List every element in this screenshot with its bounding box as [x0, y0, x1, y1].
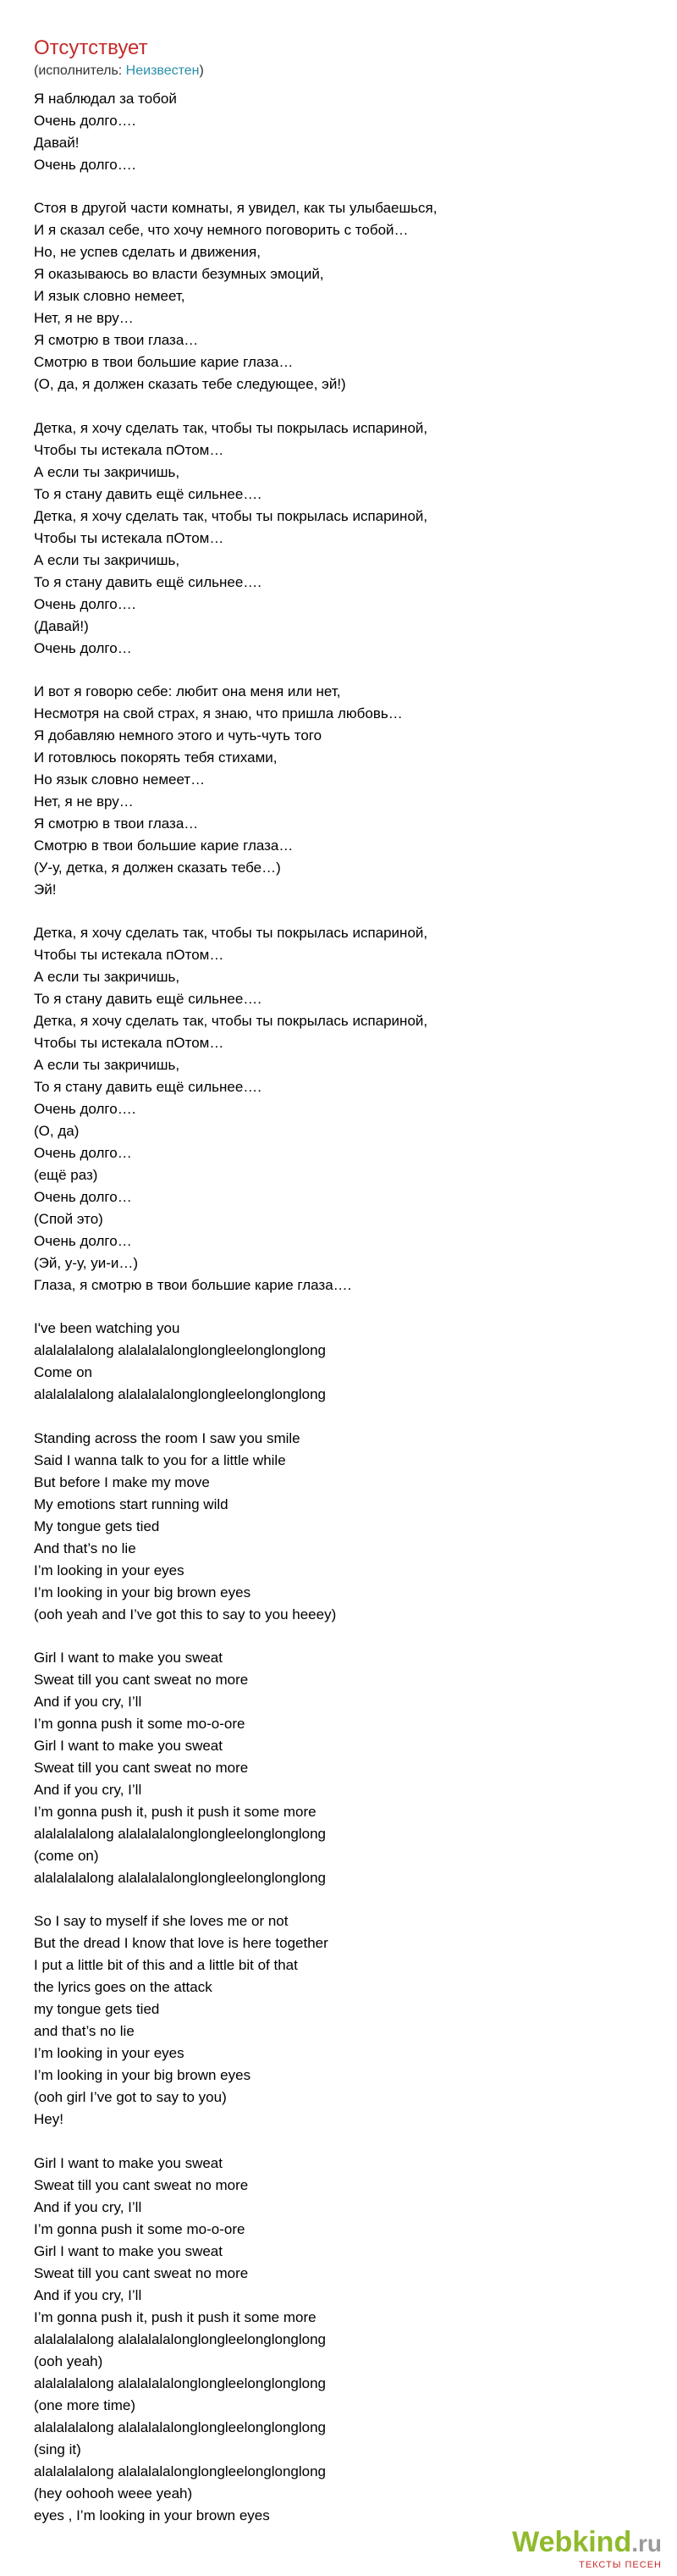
- lyrics-line: (У-у, детка, я должен сказать тебе…): [34, 859, 281, 876]
- lyrics-line: Давай!: [34, 135, 80, 151]
- lyrics-line: Sweat till you cant sweat no more: [34, 2264, 249, 2281]
- lyrics-line: Детка, я хочу сделать так, чтобы ты покрылась испариной,: [34, 419, 428, 436]
- logo-tld: .ru: [631, 2530, 662, 2557]
- lyrics-line: I put a little bit of this and a little bit of that: [34, 1957, 298, 1974]
- lyrics-line: То я стану давить ещё сильнее….: [34, 573, 262, 590]
- lyrics-line: my tongue gets tied: [34, 2001, 160, 2018]
- lyrics-line: Очень долго…: [34, 639, 132, 656]
- lyrics-line: Детка, я хочу сделать так, чтобы ты покрылась испариной,: [34, 507, 428, 524]
- lyrics-line: (Давай!): [34, 617, 89, 634]
- lyrics-line: Girl I want to make you sweat: [34, 1650, 223, 1667]
- logo-wordmark: [512, 2525, 662, 2561]
- lyrics-line: And if you cry, I’ll: [34, 2198, 142, 2215]
- lyrics-line: Girl I want to make you sweat: [34, 2154, 223, 2171]
- lyrics-line: Стоя в другой части комнаты, я увидел, как ты улыбаешься,: [34, 200, 438, 217]
- lyrics-line: Очень долго…: [34, 1189, 132, 1206]
- lyrics-line: (ещё раз): [34, 1167, 98, 1184]
- lyrics-line: I’m gonna push it some mo-o-ore: [34, 2220, 245, 2237]
- lyrics-line: Я оказываюсь во власти безумных эмоций,: [34, 266, 324, 283]
- lyrics-line: I’m looking in your eyes: [34, 1562, 184, 1578]
- lyrics-line: И вот я говорю себе: любит она меня или нет,: [34, 683, 341, 699]
- lyrics-line: I’m gonna push it some mo-o-ore: [34, 1716, 245, 1733]
- lyrics-line: And if you cry, I’ll: [34, 2286, 142, 2303]
- lyrics-body: [34, 88, 643, 2548]
- lyrics-line: (Эй, у-у, уи-и…): [34, 1255, 139, 1272]
- lyrics-line: Глаза, я смотрю в твои большие карие глаза….: [34, 1277, 352, 1294]
- lyrics-line: Я смотрю в твои глаза…: [34, 332, 199, 349]
- lyrics-line: И я сказал себе, что хочу немного поговорить с тобой…: [34, 222, 409, 239]
- lyrics-line: Я добавляю немного этого и чуть-чуть того: [34, 727, 322, 744]
- lyrics-line: I've been watching you: [34, 1320, 180, 1337]
- lyrics-line: I’m looking in your big brown eyes: [34, 2067, 251, 2084]
- lyrics-line: alalalalalong alalalalalonglongleelonglonglong: [34, 1870, 327, 1887]
- lyrics-line: И готовлюсь покорять тебя стихами,: [34, 749, 278, 766]
- lyrics-line: alalalalalong alalalalalonglongleelonglonglong: [34, 2463, 327, 2479]
- lyrics-line: (one more time): [34, 2396, 135, 2413]
- logo-tagline: ТЕКСТЫ ПЕСЕН: [579, 2560, 662, 2570]
- lyrics-line: А если ты закричишь,: [34, 1057, 180, 1074]
- lyrics-line: But the dread I know that love is here together: [34, 1935, 328, 1952]
- lyrics-line: Чтобы ты истекала пОтом…: [34, 441, 224, 458]
- lyrics-line: eyes , I’m looking in your brown eyes: [34, 2507, 270, 2523]
- lyrics-line: Очень долго….: [34, 1101, 136, 1118]
- lyrics-line: I’m looking in your big brown eyes: [34, 1584, 251, 1600]
- lyrics-line: Детка, я хочу сделать так, чтобы ты покрылась испариной,: [34, 925, 428, 942]
- lyrics-line: Очень долго….: [34, 595, 136, 612]
- lyrics-line: My tongue gets tied: [34, 1517, 160, 1534]
- lyrics-line: Чтобы ты истекала пОтом…: [34, 529, 224, 546]
- lyrics-line: А если ты закричишь,: [34, 463, 180, 480]
- lyrics-line: Несмотря на свой страх, я знаю, что пришла любовь…: [34, 705, 403, 721]
- lyrics-line: Эй!: [34, 881, 57, 898]
- lyrics-line: alalalalalong alalalalalonglongleelonglonglong: [34, 1386, 327, 1403]
- webkind-logo[interactable]: [509, 2525, 662, 2576]
- lyrics-line: А если ты закричишь,: [34, 551, 180, 568]
- lyrics-line: Смотрю в твои большие карие глаза…: [34, 837, 294, 854]
- lyrics-line: And if you cry, I’ll: [34, 1694, 142, 1711]
- lyrics-line: Sweat till you cant sweat no more: [34, 1672, 249, 1689]
- lyrics-stanza: [34, 2153, 643, 2527]
- song-header: [34, 36, 204, 80]
- lyrics-line: I’m gonna push it, push it push it some more: [34, 1804, 316, 1821]
- lyrics-line: alalalalalong alalalalalonglongleelonglonglong: [34, 2418, 327, 2435]
- lyrics-line: alalalalalong alalalalalonglongleelonglonglong: [34, 1342, 327, 1359]
- lyrics-line: (Спой это): [34, 1211, 103, 1228]
- lyrics-line: But before I make my move: [34, 1473, 210, 1490]
- lyrics-stanza: [34, 1647, 643, 1889]
- song-title: Отсутствует: [34, 36, 148, 59]
- lyrics-line: То я стану давить ещё сильнее….: [34, 1079, 262, 1096]
- lyrics-line: alalalalalong alalalalalonglongleelonglonglong: [34, 2330, 327, 2347]
- lyrics-line: (sing it): [34, 2441, 81, 2457]
- lyrics-line: (О, да, я должен сказать тебе следующее, эй!): [34, 376, 346, 393]
- lyrics-line: alalalalalong alalalalalonglongleelonglonglong: [34, 2374, 327, 2391]
- artist-suffix: ): [199, 64, 204, 78]
- lyrics-line: (ooh yeah): [34, 2352, 103, 2369]
- lyrics-line: А если ты закричишь,: [34, 969, 180, 986]
- lyrics-line: and that’s no lie: [34, 2023, 135, 2040]
- lyrics-line: То я стану давить ещё сильнее….: [34, 485, 262, 502]
- lyrics-stanza: [34, 1910, 643, 2131]
- lyrics-line: (ooh girl I’ve got to say to you): [34, 2089, 227, 2106]
- artist-line: [34, 63, 204, 80]
- artist-link[interactable]: Неизвестен: [125, 64, 200, 78]
- lyrics-line: Нет, я не вру…: [34, 310, 134, 327]
- lyrics-stanza: [34, 922, 643, 1296]
- lyrics-line: Но, не успев сделать и движения,: [34, 244, 261, 261]
- lyrics-line: Детка, я хочу сделать так, чтобы ты покрылась испариной,: [34, 1013, 428, 1030]
- lyrics-line: Я наблюдал за тобой: [34, 91, 177, 107]
- lyrics-line: Очень долго…: [34, 1145, 132, 1162]
- lyrics-line: Girl I want to make you sweat: [34, 2242, 223, 2259]
- artist-prefix: (исполнитель:: [34, 64, 126, 78]
- lyrics-stanza: [34, 88, 643, 176]
- logo-name: Webkind: [512, 2526, 632, 2558]
- lyrics-line: И язык словно немеет,: [34, 288, 185, 305]
- lyrics-line: My emotions start running wild: [34, 1495, 228, 1512]
- lyrics-line: (come on): [34, 1848, 99, 1865]
- lyrics-line: Standing across the room I saw you smile: [34, 1429, 300, 1446]
- lyrics-line: Очень долго…: [34, 1233, 132, 1250]
- lyrics-line: Sweat till you cant sweat no more: [34, 2176, 249, 2193]
- lyrics-line: I’m looking in your eyes: [34, 2045, 184, 2062]
- lyrics-line: Sweat till you cant sweat no more: [34, 1760, 249, 1777]
- lyrics-line: And if you cry, I’ll: [34, 1782, 142, 1799]
- lyrics-line: Come on: [34, 1364, 92, 1381]
- lyrics-stanza: [34, 197, 643, 395]
- lyrics-line: Очень долго….: [34, 113, 136, 129]
- lyrics-line: Чтобы ты истекала пОтом…: [34, 1035, 224, 1052]
- lyrics-line: (О, да): [34, 1123, 80, 1140]
- lyrics-line: Girl I want to make you sweat: [34, 1738, 223, 1755]
- lyrics-stanza: [34, 417, 643, 660]
- lyrics-stanza: [34, 1318, 643, 1406]
- lyrics-line: And that’s no lie: [34, 1540, 136, 1556]
- lyrics-line: (ooh yeah and I’ve got this to say to you heeey): [34, 1606, 337, 1622]
- lyrics-line: Но язык словно немеет…: [34, 771, 206, 788]
- lyrics-line: Нет, я не вру…: [34, 793, 134, 810]
- lyrics-stanza: [34, 681, 643, 901]
- lyrics-line: Чтобы ты истекала пОтом…: [34, 947, 224, 964]
- lyrics-stanza: [34, 1428, 643, 1626]
- lyrics-line: I’m gonna push it, push it push it some more: [34, 2308, 316, 2325]
- lyrics-line: (hey oohooh weee yeah): [34, 2485, 193, 2501]
- lyrics-line: the lyrics goes on the attack: [34, 1979, 212, 1996]
- lyrics-line: Смотрю в твои большие карие глаза…: [34, 354, 294, 371]
- lyrics-line: Said I wanna talk to you for a little while: [34, 1451, 286, 1468]
- lyrics-line: Я смотрю в твои глаза…: [34, 815, 199, 832]
- lyrics-line: То я стану давить ещё сильнее….: [34, 991, 262, 1008]
- lyrics-line: So I say to myself if she loves me or not: [34, 1913, 289, 1930]
- lyrics-line: Очень долго….: [34, 157, 136, 173]
- lyrics-line: alalalalalong alalalalalonglongleelonglonglong: [34, 1826, 327, 1843]
- lyrics-line: Hey!: [34, 2111, 63, 2128]
